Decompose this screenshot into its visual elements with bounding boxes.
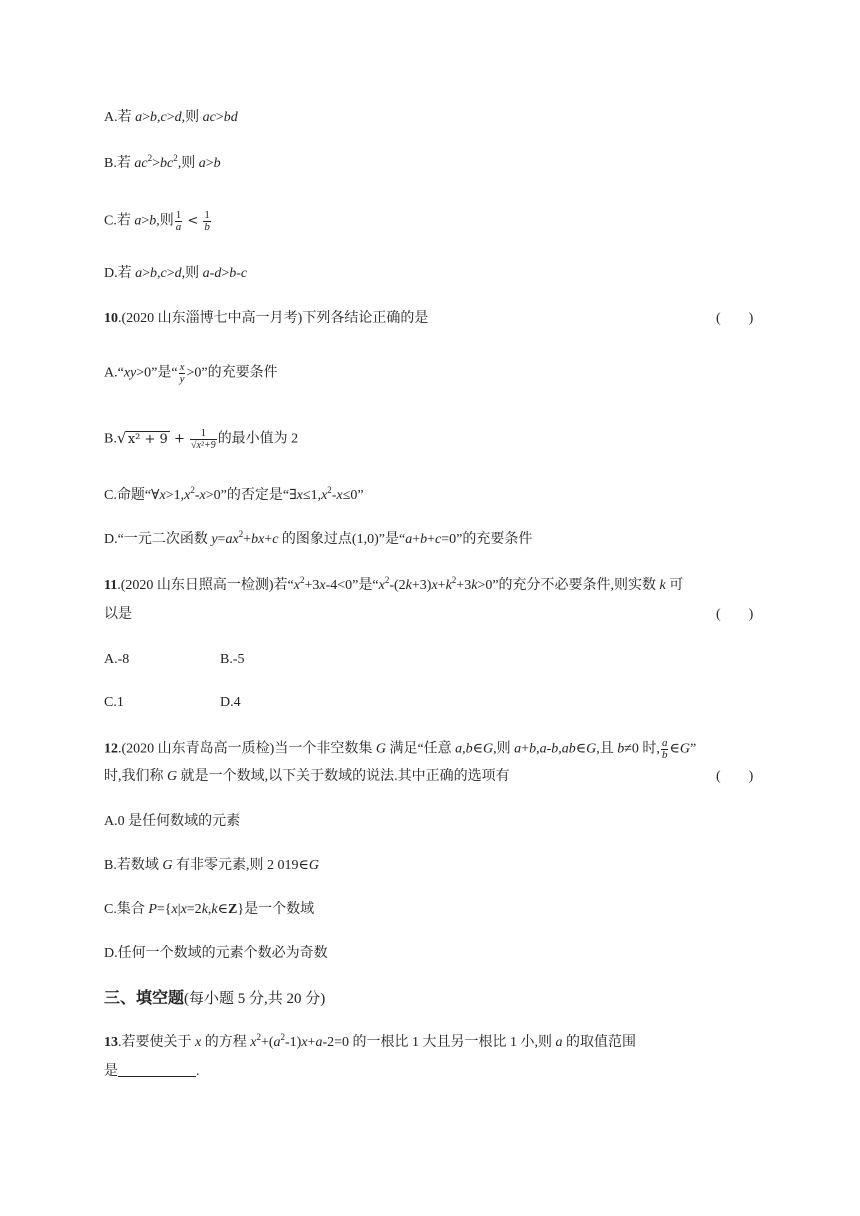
q12-option-a: A.0 是任何数域的元素 bbox=[104, 814, 241, 829]
fraction-1-over-b: $\frac{1}{b}$ bbox=[204, 209, 210, 233]
q11-option-b: B.-5 bbox=[220, 652, 245, 667]
fraction-x-over-y: $\frac{x}{y}$ bbox=[179, 361, 185, 385]
q12-option-c: C.集合 P={x|x=2k,k∈Z}是一个数域 bbox=[104, 902, 315, 917]
sqrt-expression: √ x² + 9 bbox=[116, 428, 168, 447]
q10-answer-paren: ( ) bbox=[716, 311, 754, 326]
q10-stem: 10.(2020 山东淄博七中高一月考)下列各结论正确的是 bbox=[104, 311, 429, 326]
q10-option-d: D.“一元二次函数 $y=ax^2+bx+c$ 的图象过点(1,0)”是“a+b+c=0”的充要条件 bbox=[104, 529, 533, 547]
q13-stem-line1: 13.若要使关于 x 的方程 $x^2+(a^2-1)x+a-2=0$ 的一根比 1 大且另一根比 1 小,则 a 的取值范围 bbox=[104, 1032, 637, 1050]
q9-option-b: B.若 $ac^2>bc^2$,则 a>b bbox=[104, 153, 221, 171]
q11-stem-line1: 11.(2020 山东日照高一检测)若“$x^2+3x-4<0$”是“$x^2-(2k+3)x+k^2+3k>0$”的充分不必要条件,则实数 k 可 bbox=[104, 575, 684, 593]
q11-option-a: A.-8 bbox=[104, 652, 130, 667]
q9-option-d: D.若 a>b,c>d,则 a-d>b-c bbox=[104, 266, 248, 281]
fraction-a-over-b: $\frac{a}{b}$ bbox=[661, 737, 668, 761]
q11-stem-line2: 以是 bbox=[104, 607, 132, 622]
section-heading: 三、填空题(每小题 5 分,共 20 分) bbox=[104, 988, 326, 1007]
q10-option-a: A.“xy>0”是“ $\frac{x}{y}$ >0”的充要条件 bbox=[104, 361, 278, 385]
q10-option-c: C.命题“$\forall x>1,x^2-x>0$”的否定是“$\exists x\le 1,x^2-x\le 0$” bbox=[104, 485, 364, 503]
q10-option-b: B. √ x² + 9 + $\frac{1}{\text{√x²+9}}$ 的最小值为 2 bbox=[104, 427, 299, 451]
q13-stem-line2: 是 . bbox=[104, 1064, 200, 1079]
answer-blank[interactable] bbox=[118, 1062, 196, 1077]
q12-option-d: D.任何一个数域的元素个数必为奇数 bbox=[104, 946, 328, 961]
q12-answer-paren: ( ) bbox=[716, 769, 754, 784]
fraction-1-over-a: $\frac{1}{a}$ bbox=[175, 209, 182, 233]
q11-option-d: D.4 bbox=[220, 695, 241, 710]
q9-option-a: A.若 a>b,c>d,则 ac>bd bbox=[104, 110, 238, 125]
fraction-1-over-sqrt: $\frac{1}{\text{√x²+9}}$ bbox=[191, 427, 216, 451]
q11-option-c: C.1 bbox=[104, 695, 124, 710]
q12-stem-line1: 12.(2020 山东青岛高一质检)当一个非空数集 G 满足“任意 a,b∈G,则 a+b,a-b,ab∈G,且 b≠0 时, $\frac{a}{b}$ ∈G” bbox=[104, 737, 697, 761]
q12-stem-line2: 时,我们称 G 就是一个数域,以下关于数域的说法.其中正确的选项有 bbox=[104, 769, 510, 784]
q11-answer-paren: ( ) bbox=[716, 607, 754, 622]
q12-option-b: B.若数域 G 有非零元素,则 2 019∈G bbox=[104, 858, 319, 873]
q9-option-c: C.若 a>b,则 $\frac{1}{a}$ < $\frac{1}{b}$ bbox=[104, 209, 210, 233]
